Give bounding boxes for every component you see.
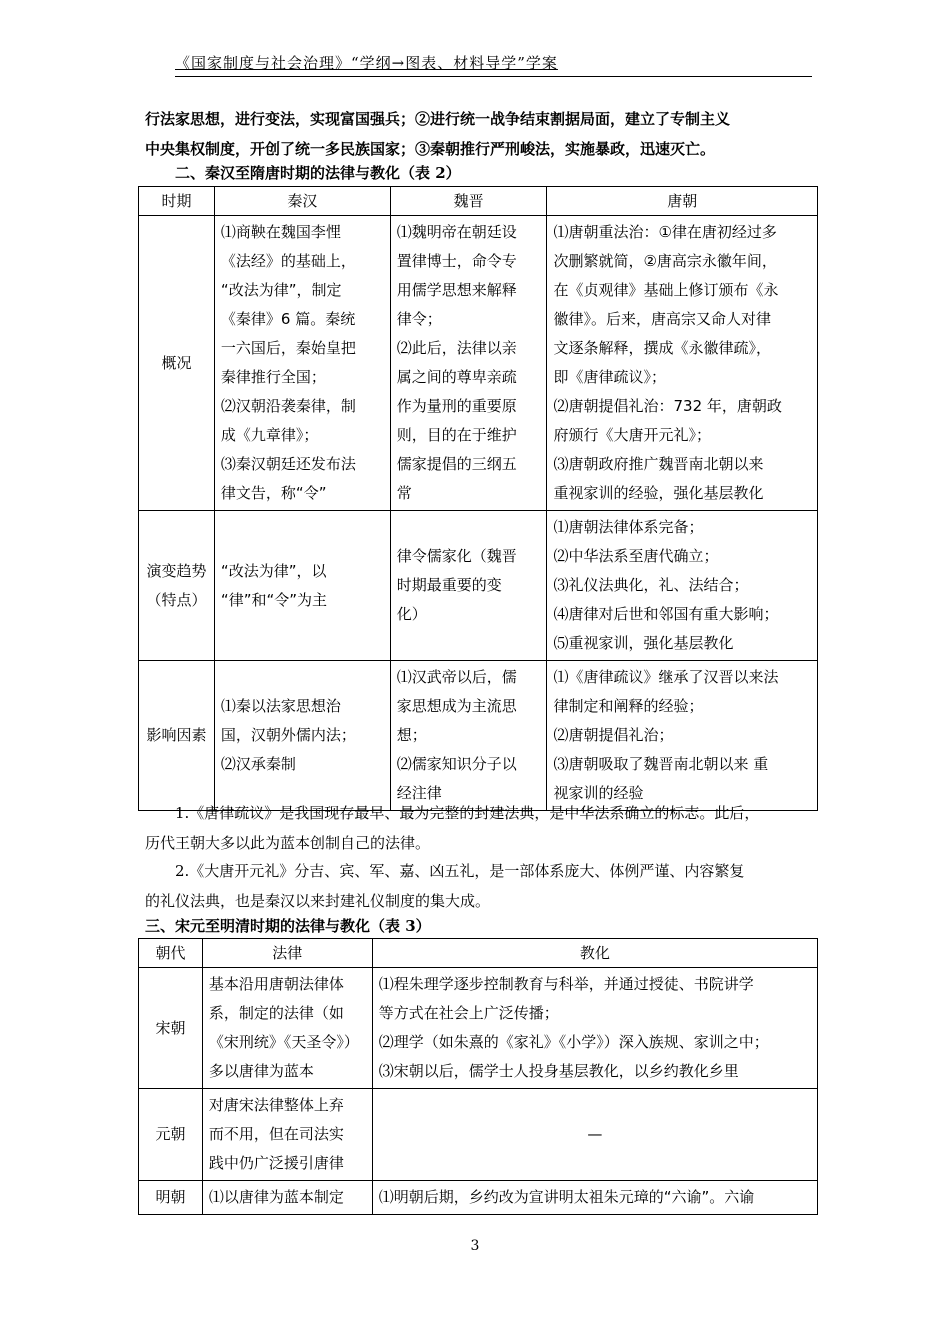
row-label-ming: 明朝 — [139, 1181, 203, 1215]
note-line: 的礼仪法典，也是秦汉以来封建礼仪制度的集大成。 — [145, 892, 491, 910]
table-2-header-tang: 唐朝 — [547, 187, 818, 216]
table-3 — [138, 938, 818, 1215]
cell-line: 《宋刑统》《天圣令》） — [208, 1033, 359, 1051]
page-number: 3 — [470, 1238, 480, 1254]
table-2-header-row — [139, 187, 818, 216]
cell-line: 重视家训的经验，强化基层教化 — [553, 484, 764, 502]
page-header — [175, 52, 812, 77]
table-2-header-weijin: 魏晋 — [390, 187, 547, 216]
table-3-row-yuan — [139, 1089, 818, 1181]
section-2-title: 二、秦汉至隋唐时期的法律与教化（表 2） — [175, 164, 461, 182]
cell-line: ⑴唐朝法律体系完备； — [553, 518, 704, 536]
header-title: 《国家制度与社会治理》“学纲→图表、材料导学”学案 — [175, 54, 558, 72]
cell-line: ⑴唐朝重法治：①律在唐初经过多 — [553, 223, 777, 241]
cell-line: ⑵唐朝提倡礼治； — [553, 726, 674, 744]
cell-line: ⑴以唐律为蓝本制定 — [208, 1188, 344, 1206]
table-3-header-dynasty: 朝代 — [139, 939, 203, 968]
table-2-row-overview — [139, 216, 818, 511]
cell-line: 《秦律》6 篇。秦统 — [220, 310, 356, 328]
cell-line: ⑴明朝后期，乡约改为宣讲明太祖朱元璋的“六谕”。六谕 — [378, 1188, 755, 1206]
cell-line: 想； — [396, 726, 427, 744]
cell-line: ⑵唐朝提倡礼治：732 年，唐朝政 — [553, 397, 782, 415]
note-1 — [145, 798, 817, 858]
cell-line: 律文告，称“令” — [220, 484, 327, 502]
cell-line: 家思想成为主流思 — [396, 697, 517, 715]
cell-line: 时期最重要的变 — [396, 576, 502, 594]
cell-trend-qinhan — [214, 511, 390, 661]
cell-factors-tang — [547, 661, 818, 811]
section-3-title: 三、宋元至明清时期的法律与教化（表 3） — [145, 917, 431, 935]
row-label-song: 宋朝 — [139, 968, 203, 1089]
cell-line: 系，制定的法律（如 — [208, 1004, 344, 1022]
cell-line: 基本沿用唐朝法律体 — [208, 975, 344, 993]
table-3-header-education: 教化 — [372, 939, 817, 968]
table-3-header-row — [139, 939, 818, 968]
cell-line: 置律博士，命令专 — [396, 252, 517, 270]
cell-trend-tang — [547, 511, 818, 661]
table-2-row-factors — [139, 661, 818, 811]
cell-line: ⑴秦以法家思想治 — [220, 697, 341, 715]
cell-line: 即《唐律疏议》； — [553, 368, 666, 386]
cell-line: ⑴程朱理学逐步控制教育与科举，并通过授徒、书院讲学 — [378, 975, 754, 993]
cell-line: ⑷唐律对后世和邻国有重大影响； — [553, 605, 779, 623]
table-3-row-ming — [139, 1181, 818, 1215]
cell-line: 文逐条解释，撰成《永徽律疏》， — [553, 339, 771, 357]
cell-line: 秦律推行全国； — [220, 368, 326, 386]
cell-line: 徽律》。后来，唐高宗又命人对律 — [553, 310, 771, 328]
cell-line: ⑵汉朝沿袭秦律，制 — [220, 397, 356, 415]
cell-overview-weijin — [390, 216, 547, 511]
cell-line: 国，汉朝外儒内法； — [220, 726, 356, 744]
cell-line: ⑴汉武帝以后，儒 — [396, 668, 517, 686]
cell-line: ⑸重视家训，强化基层教化 — [553, 634, 734, 652]
cell-line: 律令儒家化（魏晋 — [396, 547, 517, 565]
cell-line: 用儒学思想来解释 — [396, 281, 517, 299]
cell-line: “改法为律”，以 — [220, 561, 327, 580]
cell-overview-qinhan — [214, 216, 390, 511]
cell-line: ⑶礼仪法典化，礼、法结合； — [553, 576, 749, 594]
cell-line: 在《贞观律》基础上修订颁布《永 — [553, 281, 779, 299]
cell-yuan-education: — — [372, 1089, 817, 1181]
table-2-row-trend — [139, 511, 818, 661]
table-2 — [138, 186, 818, 811]
cell-line: ⑴商鞅在魏国李悝 — [220, 223, 341, 241]
cell-line: 作为量刑的重要原 — [396, 397, 517, 415]
cell-line: 成《九章律》； — [220, 426, 319, 444]
cell-line: “律”和“令”为主 — [220, 590, 328, 609]
cell-line: 属之间的尊卑亲疏 — [396, 368, 517, 386]
cell-yuan-law — [202, 1089, 372, 1181]
cell-line: ⑶秦汉朝廷还发布法 — [220, 455, 356, 473]
cell-trend-weijin — [390, 511, 547, 661]
cell-line: 经注律 — [396, 784, 442, 802]
intro-line: 行法家思想，进行变法，实现富国强兵；②进行统一战争结束割据局面，建立了专制主义 — [145, 110, 731, 128]
intro-paragraph — [145, 104, 817, 164]
cell-line: ⑴《唐律疏议》继承了汉晋以来法 — [553, 668, 779, 686]
cell-line: ⑶宋朝以后，儒学士人投身基层教化，以乡约教化乡里 — [378, 1062, 739, 1080]
cell-line: 视家训的经验 — [553, 784, 644, 802]
cell-line: 《法经》的基础上， — [220, 252, 356, 270]
row-label-yuan: 元朝 — [139, 1089, 203, 1181]
cell-line: 府颁行《大唐开元礼》； — [553, 426, 711, 444]
cell-line: ⑵此后，法律以亲 — [396, 339, 517, 357]
cell-line: ⑵理学（如朱熹的《家礼》《小学》）深入族规、家训之中； — [378, 1033, 769, 1051]
cell-line: 对唐宋法律整体上弃 — [208, 1096, 344, 1114]
cell-song-law — [202, 968, 372, 1089]
cell-line: ⑵汉承秦制 — [220, 755, 296, 773]
cell-line: 则，目的在于维护 — [396, 426, 517, 444]
cell-line: “改法为律”，制定 — [220, 281, 342, 299]
cell-line: 践中仍广泛援引唐律 — [208, 1154, 344, 1172]
row-label-trend: 演变趋势（特点） — [139, 511, 215, 661]
table-2-header-qinhan: 秦汉 — [214, 187, 390, 216]
cell-song-education — [372, 968, 817, 1089]
table-3-header-law: 法律 — [202, 939, 372, 968]
cell-line: ⑶唐朝吸取了魏晋南北朝以来 重 — [553, 755, 769, 773]
cell-line: ⑶唐朝政府推广魏晋南北朝以来 — [553, 455, 764, 473]
cell-line: 律令； — [396, 310, 442, 328]
cell-line: 次删繁就简，②唐高宗永徽年间， — [553, 252, 777, 270]
note-line: 2.《大唐开元礼》分吉、宾、军、嘉、凶五礼，是一部体系庞大、体例严谨、内容繁复 — [175, 862, 745, 880]
cell-line: ⑵中华法系至唐代确立； — [553, 547, 719, 565]
cell-line: 一六国后，秦始皇把 — [220, 339, 356, 357]
cell-factors-weijin — [390, 661, 547, 811]
table-2-header-period: 时期 — [139, 187, 215, 216]
cell-line: ⑴魏明帝在朝廷设 — [396, 223, 517, 241]
cell-factors-qinhan — [214, 661, 390, 811]
cell-line: 化） — [396, 605, 427, 623]
cell-ming-law — [202, 1181, 372, 1215]
note-line: 历代王朝大多以此为蓝本创制自己的法律。 — [145, 834, 431, 852]
row-label-factors: 影响因素 — [139, 661, 215, 811]
cell-line: 多以唐律为蓝本 — [208, 1062, 314, 1080]
cell-line: 常 — [396, 484, 412, 502]
cell-overview-tang — [547, 216, 818, 511]
cell-line: ⑵儒家知识分子以 — [396, 755, 517, 773]
cell-line: 律制定和阐释的经验； — [553, 697, 704, 715]
cell-line: 而不用，但在司法实 — [208, 1125, 344, 1143]
row-label-overview: 概况 — [139, 216, 215, 511]
cell-line: 儒家提倡的三纲五 — [396, 455, 517, 473]
cell-line: 等方式在社会上广泛传播； — [378, 1004, 559, 1022]
intro-line: 中央集权制度，开创了统一多民族国家；③秦朝推行严刑峻法，实施暴政，迅速灭亡。 — [145, 140, 716, 158]
cell-ming-education — [372, 1181, 817, 1215]
table-3-row-song — [139, 968, 818, 1089]
note-2 — [145, 856, 817, 916]
note-line: 1.《唐律疏议》是我国现存最早、最为完整的封建法典，是中华法系确立的标志。此后， — [175, 804, 760, 822]
